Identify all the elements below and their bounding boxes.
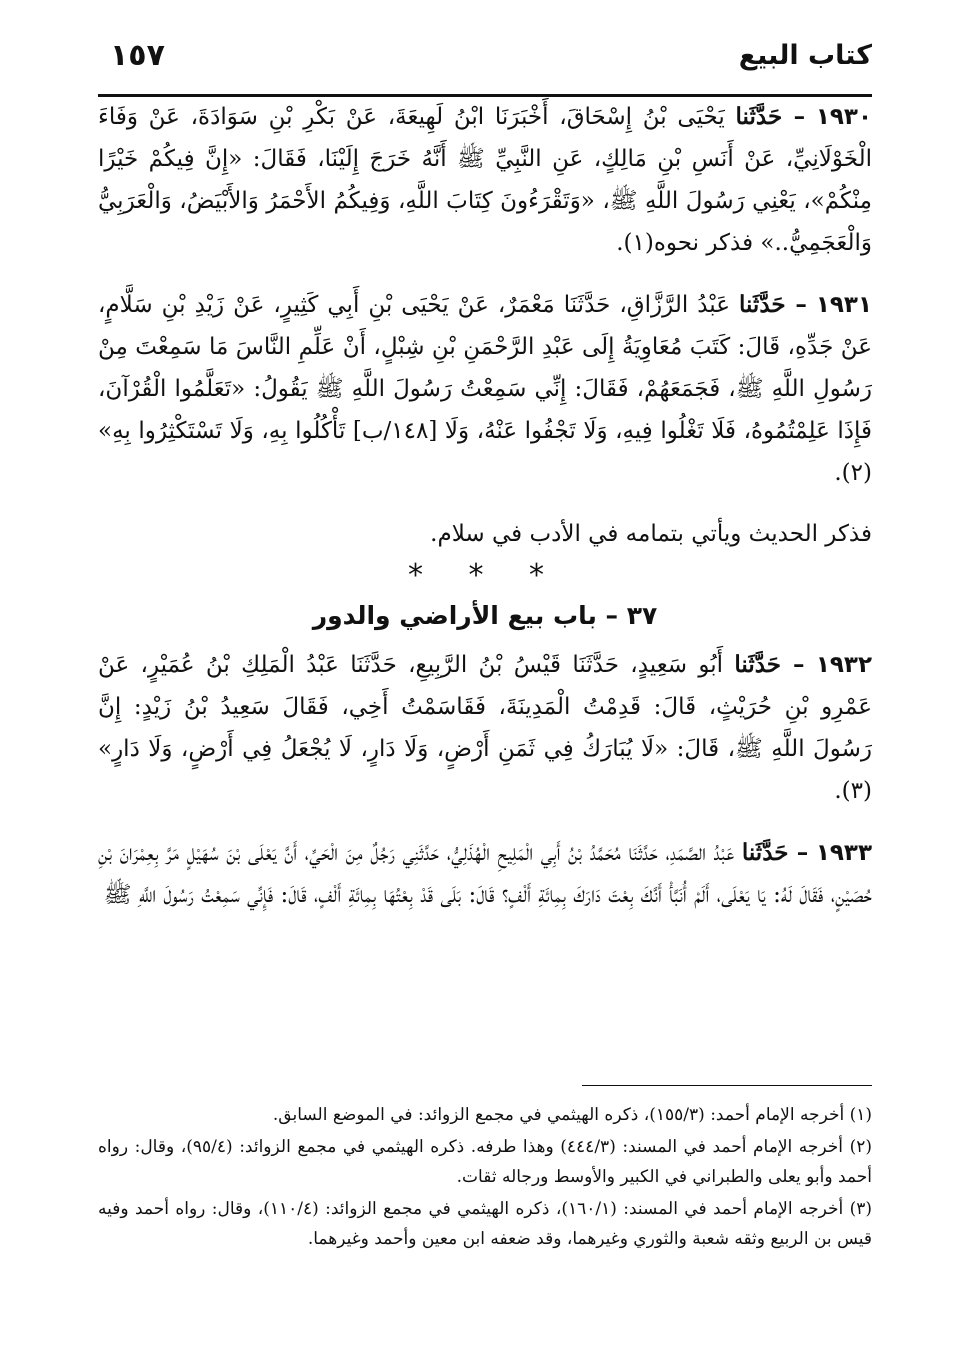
hadith-text: يَحْيَى بْنُ إِسْحَاقَ، أَخْبَرَنَا ابْنُ لَهِيعَةَ، عَنْ بَكْرِ بْنِ سَوَادَةَ، عَنْ وَفَاءَ الْخَوْلَانِيِّ، عَنْ أَنَسِ بْنِ مَالِكٍ، عَنِ النَّبِيِّ ﷺ أَنَّهُ خَرَجَ إِلَيْنَا، فَقَالَ: «إِنَّ فِيكُمْ خَيْرًا مِنْكُمْ»، يَعْنِي رَسُولَ اللَّهِ ﷺ، «وَتَقْرَءُونَ كِتَابَ اللَّهِ، وَفِيكُمُ الأَحْمَرُ وَالأَبْيَضُ، وَالْعَرَبِيُّ وَالْعَجَمِيُّ..» فذكر نحوه(١). <box>98 104 872 256</box>
section-separator: * * * <box>407 558 563 593</box>
hadith-lead: حَدَّثَنا <box>735 103 783 130</box>
footnote-divider <box>582 1085 872 1086</box>
hadith-number: ١٩٣٢ <box>815 652 872 678</box>
footnotes <box>98 1100 872 1256</box>
main-text <box>98 96 872 936</box>
hadith-text: أَبُو سَعِيدٍ، حَدَّثَنَا قَيْسُ بْنُ الرَّبِيعِ، حَدَّثَنَا عَبْدُ الْمَلِكِ بْنُ عُمَيْرٍ، عَنْ عَمْرِو بْنِ حُرَيْثٍ، قَالَ: قَدِمْتُ الْمَدِينَةَ، فَقَاسَمْتُ أَخِي، فَقَالَ سَعِيدُ بْنُ زَيْدٍ: إِنَّ رَسُولَ اللَّهِ ﷺ، قَالَ: «لَا يُبَارَكُ فِي ثَمَنِ أَرْضٍ، وَلَا دَارٍ، لَا يُجْعَلُ فِي أَرْضٍ، وَلَا دَارٍ» (٣). <box>98 652 872 804</box>
hadith-text: عَبْدُ الرَّزَّاقِ، حَدَّثَنَا مَعْمَرٌ، عَنْ يَحْيَى بْنِ أَبِي كَثِيرٍ، عَنْ زَيْدِ بْنِ سَلَّامٍ، عَنْ جَدِّهِ، قَالَ: كَتَبَ مُعَاوِيَةُ إِلَى عَبْدِ الرَّحْمَنِ بْنِ شِبْلٍ، أَنْ عَلِّمِ النَّاسَ مَا سَمِعْتَ مِنْ رَسُولِ اللَّهِ ﷺ، فَجَمَعَهُمْ، فَقَالَ: إِنِّي سَمِعْتُ رَسُولَ اللَّهِ ﷺ يَقُولُ: «تَعَلَّمُوا الْقُرْآنَ، فَإِذَا عَلِمْتُمُوهُ، فَلَا تَغْلُوا فِيهِ، وَلَا تَجْفُوا عَنْهُ، وَلَا [١٤٨/ب] تَأْكُلُوا بِهِ، وَلَا تَسْتَكْثِرُوا بِهِ» (٢). <box>98 292 872 486</box>
chapter-title: كتاب البيع <box>738 40 872 71</box>
section-title: ٣٧ – باب بيع الأراضي والدور <box>312 601 658 630</box>
hadith-lead: حَدَّثَنا <box>734 651 782 678</box>
hadith-1930: ١٩٣٠ – حَدَّثَنا يَحْيَى بْنُ إِسْحَاقَ، أَخْبَرَنَا ابْنُ لَهِيعَةَ، عَنْ بَكْرِ بْنِ سَوَادَةَ، عَنْ وَفَاءَ الْخَوْلَانِيِّ، عَنْ أَنَسِ بْنِ مَالِكٍ، عَنِ النَّبِيِّ ﷺ أَنَّهُ خَرَجَ إِلَيْنَا، فَقَالَ: «إِنَّ فِيكُمْ خَيْرًا مِنْكُمْ»، يَعْنِي رَسُولَ اللَّهِ ﷺ، «وَتَقْرَءُونَ كِتَابَ اللَّهِ، وَفِيكُمُ الأَحْمَرُ وَالأَبْيَضُ، وَالْعَرَبِيُّ وَالْعَجَمِيُّ..» فذكر نحوه(١). <box>98 103 872 256</box>
hadith-1931: ١٩٣١ – حَدَّثَنا عَبْدُ الرَّزَّاقِ، حَدَّثَنَا مَعْمَرٌ، عَنْ يَحْيَى بْنِ أَبِي كَثِيرٍ، عَنْ زَيْدِ بْنِ سَلَّامٍ، عَنْ جَدِّهِ، قَالَ: كَتَبَ مُعَاوِيَةُ إِلَى عَبْدِ الرَّحْمَنِ بْنِ شِبْلٍ، أَنْ عَلِّمِ النَّاسَ مَا سَمِعْتَ مِنْ رَسُولِ اللَّهِ ﷺ، فَجَمَعَهُمْ، فَقَالَ: إِنِّي سَمِعْتُ رَسُولَ اللَّهِ ﷺ يَقُولُ: «تَعَلَّمُوا الْقُرْآنَ، فَإِذَا عَلِمْتُمُوهُ، فَلَا تَغْلُوا فِيهِ، وَلَا تَجْفُوا عَنْهُ، وَلَا [١٤٨/ب] تَأْكُلُوا بِهِ، وَلَا تَسْتَكْثِرُوا بِهِ» (٢). <box>98 291 873 486</box>
hadith-lead: حَدَّثَنا <box>741 839 789 866</box>
footnote-2: (٢) أخرجه الإمام أحمد في المسند: (٤٤٤/٣) وهذا طرفه. ذكره الهيثمي في مجمع الزوائد: (٩٥/٤)، وقال: رواه أحمد وأبو يعلى والطبراني في الكبير والأوسط ورجاله ثقات. <box>98 1137 873 1187</box>
hadith-number: ١٩٣٠ <box>815 104 872 130</box>
footnote-1: (١) أخرجه الإمام أحمد: (١٥٥/٣)، ذكره الهيثمي في مجمع الزوائد: في الموضع السابق. <box>272 1105 872 1125</box>
page-number: ١٥٧ <box>110 38 165 73</box>
hadith-lead: حَدَّثَنا <box>738 291 786 318</box>
footnote-3: (٣) أخرجه الإمام أحمد في المسند: (١٦٠/١)، ذكره الهيثمي في مجمع الزوائد: (١١٠/٤)، وقال: رواه أحمد وفيه قيس بن الربيع وثقه شعبة والثوري وغيرهما، وقد ضعفه ابن معين وأحمد وغيرهما. <box>98 1199 872 1249</box>
note-after: فذكر الحديث ويأتي بتمامه في الأدب في سلام. <box>430 521 872 547</box>
hadith-1933: ١٩٣٣ – حَدَّثَنا عَبْدُ الصَّمَدِ، حَدَّثَنَا مُحَمَّدُ بْنُ أَبِي الْمَلِيحِ الْهُذَلِيُّ، حَدَّثَنِي رَجُلٌ مِنَ الْحَيِّ، أَنَّ يَعْلَى بْنَ سُهَيْلٍ مَرَّ بِعِمْرَانَ بْنِ حُصَيْنٍ، فَقَالَ لَهُ: يَا يَعْلَى، أَلَمْ أُنَبَّأْ أَنَّكَ بِعْتَ دَارَكَ بِمِائَةِ أَلْفٍ؟ قَالَ: بَلَى قَدْ بِعْتُهَا بِمِائَةِ أَلْفٍ، قَالَ: فَإِنِّي سَمِعْتُ رَسُولَ اللَّهِ ﷺ <box>98 839 872 908</box>
hadith-1932: ١٩٣٢ – حَدَّثَنا أَبُو سَعِيدٍ، حَدَّثَنَا قَيْسُ بْنُ الرَّبِيعِ، حَدَّثَنَا عَبْدُ الْمَلِكِ بْنُ عُمَيْرٍ، عَنْ عَمْرِو بْنِ حُرَيْثٍ، قَالَ: قَدِمْتُ الْمَدِينَةَ، فَقَاسَمْتُ أَخِي، فَقَالَ سَعِيدُ بْنُ زَيْدٍ: إِنَّ رَسُولَ اللَّهِ ﷺ، قَالَ: «لَا يُبَارَكُ فِي ثَمَنِ أَرْضٍ، وَلَا دَارٍ، لَا يُجْعَلُ فِي أَرْضٍ، وَلَا دَارٍ» (٣). <box>98 651 872 804</box>
hadith-text: عَبْدُ الصَّمَدِ، حَدَّثَنَا مُحَمَّدُ بْنُ أَبِي الْمَلِيحِ الْهُذَلِيُّ، حَدَّثَنِي رَجُلٌ مِنَ الْحَيِّ، أَنَّ يَعْلَى بْنَ سُهَيْلٍ مَرَّ بِعِمْرَانَ بْنِ حُصَيْنٍ، فَقَالَ لَهُ: يَا يَعْلَى، أَلَمْ أُنَبَّأْ أَنَّكَ بِعْتَ دَارَكَ بِمِائَةِ أَلْفٍ؟ قَالَ: بَلَى قَدْ بِعْتُهَا بِمِائَةِ أَلْفٍ، قَالَ: فَإِنِّي سَمِعْتُ رَسُولَ اللَّهِ ﷺ <box>98 840 872 908</box>
page-header <box>98 36 872 97</box>
hadith-number: ١٩٣٣ <box>815 840 872 866</box>
hadith-number: ١٩٣١ <box>815 292 873 318</box>
